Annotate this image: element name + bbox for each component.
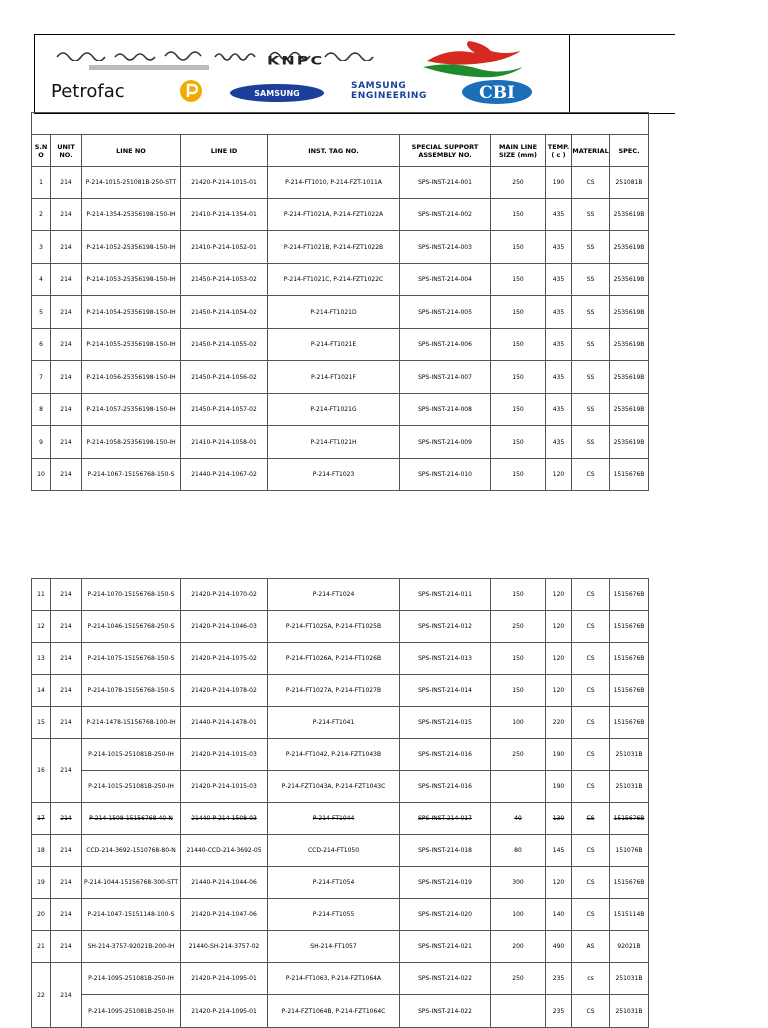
- cell-spec: 1515676B: [610, 643, 649, 675]
- table-row: [32, 329, 649, 361]
- cell-spec: 2535619B: [610, 426, 649, 459]
- cell-material: SS: [572, 329, 610, 361]
- cell-size: 150: [491, 643, 546, 675]
- instrument-table-1: [31, 112, 649, 491]
- cell-support: SPS-INST-214-006: [400, 329, 491, 361]
- cell-unit: 214: [51, 167, 82, 199]
- cell-tag: P-214-FT1024: [268, 579, 400, 611]
- cell-unit: 214: [51, 739, 82, 803]
- cell-temp: 190: [546, 167, 572, 199]
- cell-size: 250: [491, 739, 546, 771]
- cell-line-id: 21420-P-214-1075-02: [181, 643, 268, 675]
- cell-line-id: 21420-P-214-1047-06: [181, 899, 268, 931]
- cell-spec: 251081B: [610, 167, 649, 199]
- cell-tag: P-214-FT1021H: [268, 426, 400, 459]
- cell-line-id: 21410-P-214-1354-01: [181, 199, 268, 231]
- cell-line-no: SH-214-3757-92021B-200-IH: [82, 931, 181, 963]
- cell-unit: 214: [51, 394, 82, 426]
- cell-tag: P-214-FT1021C, P-214-FZT1022C: [268, 264, 400, 296]
- col-header-line-no: LINE NO: [82, 135, 181, 167]
- cell-tag: P-214-FT1055: [268, 899, 400, 931]
- cell-spec: 2535619B: [610, 361, 649, 394]
- cell-line-id: 21420-P-214-1070-02: [181, 579, 268, 611]
- cell-temp: 120: [546, 579, 572, 611]
- table-row: [32, 199, 649, 231]
- cell-tag: P-214-FT1021E: [268, 329, 400, 361]
- cell-temp: 435: [546, 264, 572, 296]
- cell-unit: 214: [51, 931, 82, 963]
- cell-sno: 5: [32, 296, 51, 329]
- cell-spec: 151076B: [610, 835, 649, 867]
- cell-line-no: P-214-1015-251081B-250-IH: [82, 771, 181, 803]
- table-row: [32, 296, 649, 329]
- cell-size: 150: [491, 231, 546, 264]
- cell-spec: 1515676B: [610, 803, 649, 835]
- cell-unit: 214: [51, 963, 82, 1028]
- cell-spec: 1515114B: [610, 899, 649, 931]
- table-row: [32, 579, 649, 611]
- cell-sno: 13: [32, 643, 51, 675]
- cell-line-id: 21450-P-214-1053-02: [181, 264, 268, 296]
- cell-support: SPS-INST-214-005: [400, 296, 491, 329]
- cell-line-id: 21420-P-214-1095-01: [181, 995, 268, 1028]
- cell-material: SS: [572, 361, 610, 394]
- cell-temp: 435: [546, 361, 572, 394]
- cell-sno: 22: [32, 963, 51, 1028]
- cell-line-no: P-214-1478-15156768-100-IH: [82, 707, 181, 739]
- cell-temp: 120: [546, 867, 572, 899]
- cell-spec: 2535619B: [610, 231, 649, 264]
- cell-spec: 2535619B: [610, 199, 649, 231]
- table-row: [32, 931, 649, 963]
- cell-size: 150: [491, 675, 546, 707]
- table-row: [32, 899, 649, 931]
- cell-spec: 2535619B: [610, 329, 649, 361]
- cell-support: SPS-INST-214-009: [400, 426, 491, 459]
- cell-spec: 2535619B: [610, 394, 649, 426]
- cell-temp: 235: [546, 963, 572, 995]
- cell-tag: P-214-FT1054: [268, 867, 400, 899]
- cell-temp: 120: [546, 675, 572, 707]
- cbi-logo-text: CBI: [479, 83, 515, 103]
- table-row: [32, 426, 649, 459]
- cell-tag: P-214-FT1025A, P-214-FT1025B: [268, 611, 400, 643]
- cell-line-id: 21440-CCD-214-3692-05: [181, 835, 268, 867]
- cell-support: SPS-INST-214-010: [400, 459, 491, 491]
- cell-size: 250: [491, 611, 546, 643]
- cell-line-id: 21420-P-214-1015-01: [181, 167, 268, 199]
- cell-line-no: P-214-1354-25356198-150-IH: [82, 199, 181, 231]
- cell-temp: 120: [546, 459, 572, 491]
- cell-support: SPS-INST-214-016: [400, 739, 491, 771]
- cell-sno: 2: [32, 199, 51, 231]
- cell-line-id: 21450-P-214-1055-02: [181, 329, 268, 361]
- cell-spec: 1515676B: [610, 867, 649, 899]
- cell-line-no: P-214-1078-15156768-150-S: [82, 675, 181, 707]
- col-header-line-id: LINE ID: [181, 135, 268, 167]
- cell-size: 200: [491, 931, 546, 963]
- col-header-unit: UNIT NO.: [51, 135, 82, 167]
- col-header-size: MAIN LINE SIZE (mm): [491, 135, 546, 167]
- cell-tag: P-214-FT1063, P-214-FZT1064A: [268, 963, 400, 995]
- cell-sno: 4: [32, 264, 51, 296]
- cell-support: SPS-INST-214-002: [400, 199, 491, 231]
- cell-sno: 6: [32, 329, 51, 361]
- cell-material: CS: [572, 459, 610, 491]
- cell-support: SPS-INST-214-022: [400, 995, 491, 1028]
- cell-size: [491, 995, 546, 1028]
- cell-material: CS: [572, 643, 610, 675]
- cell-temp: 140: [546, 899, 572, 931]
- table-row: [32, 771, 649, 803]
- cell-size: 150: [491, 426, 546, 459]
- cell-spec: 2535619B: [610, 296, 649, 329]
- cell-material: CS: [572, 771, 610, 803]
- cell-temp: 120: [546, 643, 572, 675]
- cell-material: CS: [572, 611, 610, 643]
- cell-line-id: 21440-SH-214-3757-02: [181, 931, 268, 963]
- cell-line-no: P-214-1095-251081B-250-IH: [82, 995, 181, 1028]
- cell-sno: 18: [32, 835, 51, 867]
- cell-tag: P-214-FZT1043A, P-214-FZT1043C: [268, 771, 400, 803]
- cell-support: SPS-INST-214-016: [400, 771, 491, 803]
- cell-tag: P-214-FT1026A, P-214-FT1026B: [268, 643, 400, 675]
- cell-unit: 214: [51, 803, 82, 835]
- cell-line-id: 21450-P-214-1054-02: [181, 296, 268, 329]
- samsung-logo: [229, 83, 325, 103]
- cell-size: 150: [491, 264, 546, 296]
- table-row: [32, 867, 649, 899]
- cell-tag: P-214-FT1044: [268, 803, 400, 835]
- cell-line-id: 21420-P-214-1046-03: [181, 611, 268, 643]
- cell-temp: 190: [546, 739, 572, 771]
- cell-tag: P-214-FT1021A, P-214-FZT1022A: [268, 199, 400, 231]
- cell-unit: 214: [51, 579, 82, 611]
- cell-tag: P-214-FT1010, P-214-FZT-1011A: [268, 167, 400, 199]
- cell-support: SPS-INST-214-021: [400, 931, 491, 963]
- cell-unit: 214: [51, 675, 82, 707]
- knpc-wordmark: KNPC: [267, 53, 325, 68]
- cell-tag: P-214-FT1027A, P-214-FT1027B: [268, 675, 400, 707]
- cell-temp: 190: [546, 771, 572, 803]
- cell-unit: 214: [51, 296, 82, 329]
- cell-unit: 214: [51, 707, 82, 739]
- cell-support: SPS-INST-214-017: [400, 803, 491, 835]
- col-header-support: SPECIAL SUPPORT ASSEMBLY NO.: [400, 135, 491, 167]
- cell-size: 150: [491, 329, 546, 361]
- cell-material: CS: [572, 579, 610, 611]
- cell-size: 40: [491, 803, 546, 835]
- table-header-row: [32, 135, 649, 167]
- cell-line-no: P-214-1075-15156768-150-S: [82, 643, 181, 675]
- cell-support: SPS-INST-214-019: [400, 867, 491, 899]
- cell-line-no: P-214-1067-15156768-150-S: [82, 459, 181, 491]
- cell-size: 80: [491, 835, 546, 867]
- table-row: [32, 611, 649, 643]
- cell-sno: 11: [32, 579, 51, 611]
- cell-size: 100: [491, 707, 546, 739]
- cell-material: CS: [572, 675, 610, 707]
- table-row: [32, 231, 649, 264]
- cell-line-no: P-214-1047-15151148-100-S: [82, 899, 181, 931]
- cell-tag: CCD-214-FT1050: [268, 835, 400, 867]
- table-row: [32, 803, 649, 835]
- cell-unit: 214: [51, 231, 82, 264]
- cell-line-id: 21440-P-214-1067-02: [181, 459, 268, 491]
- cell-material: SS: [572, 296, 610, 329]
- cell-tag: P-214-FT1023: [268, 459, 400, 491]
- table-row: [32, 835, 649, 867]
- cell-spec: 251031B: [610, 995, 649, 1028]
- cell-spec: 1515676B: [610, 459, 649, 491]
- cell-spec: 1515676B: [610, 675, 649, 707]
- cell-line-no: P-214-1057-25356198-150-IH: [82, 394, 181, 426]
- table-spacer-row: [32, 113, 649, 135]
- table-row: [32, 707, 649, 739]
- header-divider: [569, 35, 570, 113]
- cell-line-id: 21420-P-214-1015-03: [181, 739, 268, 771]
- document-header: [34, 34, 675, 114]
- cell-line-no: P-214-1508-15156768-40-N: [82, 803, 181, 835]
- table-row: [32, 361, 649, 394]
- cell-support: SPS-INST-214-004: [400, 264, 491, 296]
- arabic-subtitle: [89, 65, 209, 70]
- cell-line-no: P-214-1056-25356198-150-IH: [82, 361, 181, 394]
- cell-sno: 20: [32, 899, 51, 931]
- cell-line-id: 21440-P-214-1508-03: [181, 803, 268, 835]
- cell-size: 250: [491, 963, 546, 995]
- cell-line-id: 21410-P-214-1058-01: [181, 426, 268, 459]
- samsung-logo-text: SAMSUNG: [254, 89, 300, 98]
- cell-size: 150: [491, 579, 546, 611]
- cell-material: SS: [572, 231, 610, 264]
- cell-unit: 214: [51, 361, 82, 394]
- cell-line-no: P-214-1058-25356198-150-IH: [82, 426, 181, 459]
- col-header-sno: S.N O: [32, 135, 51, 167]
- cbi-logo: [461, 79, 533, 105]
- cell-line-no: P-214-1095-251081B-250-IH: [82, 963, 181, 995]
- cell-temp: 435: [546, 329, 572, 361]
- cell-unit: 214: [51, 199, 82, 231]
- cell-line-no: P-214-1052-25356198-150-IH: [82, 231, 181, 264]
- cell-line-no: P-214-1044-15156768-300-STT: [82, 867, 181, 899]
- table-row: [32, 963, 649, 995]
- cell-unit: 214: [51, 611, 82, 643]
- cell-size: 250: [491, 167, 546, 199]
- cell-spec: 92021B: [610, 931, 649, 963]
- cell-sno: 7: [32, 361, 51, 394]
- cell-line-id: 21420-P-214-1078-02: [181, 675, 268, 707]
- cell-sno: 19: [32, 867, 51, 899]
- cell-unit: 214: [51, 329, 82, 361]
- cell-material: AS: [572, 931, 610, 963]
- cell-line-no: P-214-1015-251081B-250-IH: [82, 739, 181, 771]
- table-row: [32, 394, 649, 426]
- samsung-eng-line2: ENGINEERING: [351, 91, 428, 101]
- petrofac-logo-icon: [179, 79, 203, 103]
- table-row: [32, 643, 649, 675]
- cell-sno: 17: [32, 803, 51, 835]
- instrument-table-2: [31, 578, 649, 1028]
- col-header-tag: INST. TAG NO.: [268, 135, 400, 167]
- cell-material: CS: [572, 167, 610, 199]
- cell-unit: 214: [51, 264, 82, 296]
- cell-material: CS: [572, 867, 610, 899]
- cell-support: SPS-INST-214-013: [400, 643, 491, 675]
- cell-unit: 214: [51, 643, 82, 675]
- cell-temp: 145: [546, 835, 572, 867]
- cell-line-no: P-214-1053-25356198-150-IH: [82, 264, 181, 296]
- cell-sno: 3: [32, 231, 51, 264]
- cell-line-no: P-214-1046-15156768-250-S: [82, 611, 181, 643]
- cell-size: [491, 771, 546, 803]
- cell-temp: 120: [546, 611, 572, 643]
- cell-unit: 214: [51, 459, 82, 491]
- cell-material: SS: [572, 394, 610, 426]
- cell-temp: 130: [546, 803, 572, 835]
- cell-support: SPS-INST-214-020: [400, 899, 491, 931]
- cell-material: SS: [572, 426, 610, 459]
- cell-sno: 15: [32, 707, 51, 739]
- cell-sno: 8: [32, 394, 51, 426]
- cell-material: CS: [572, 739, 610, 771]
- col-header-material: MATERIAL: [572, 135, 610, 167]
- cell-tag: P-214-FT1021D: [268, 296, 400, 329]
- knpc-logo-icon: [417, 39, 527, 79]
- cell-temp: 435: [546, 426, 572, 459]
- col-header-spec: SPEC.: [610, 135, 649, 167]
- cell-tag: P-214-FZT1064B, P-214-FZT1064C: [268, 995, 400, 1028]
- cell-line-id: 21440-P-214-1478-01: [181, 707, 268, 739]
- cell-spec: 251031B: [610, 963, 649, 995]
- table-row: [32, 995, 649, 1028]
- cell-temp: 435: [546, 394, 572, 426]
- cell-support: SPS-INST-214-011: [400, 579, 491, 611]
- cell-tag: P-214-FT1021B, P-214-FZT1022B: [268, 231, 400, 264]
- cell-tag: P-214-FT1021G: [268, 394, 400, 426]
- cell-sno: 9: [32, 426, 51, 459]
- cell-material: cs: [572, 963, 610, 995]
- cell-sno: 21: [32, 931, 51, 963]
- cell-tag: P-214-FT1041: [268, 707, 400, 739]
- cell-support: SPS-INST-214-001: [400, 167, 491, 199]
- samsung-engineering-logo: [351, 81, 427, 101]
- cell-line-id: 21420-P-214-1095-01: [181, 963, 268, 995]
- arabic-title-script: [55, 47, 435, 61]
- cell-support: SPS-INST-214-012: [400, 611, 491, 643]
- cell-line-no: P-214-1055-25356198-150-IH: [82, 329, 181, 361]
- cell-size: 100: [491, 899, 546, 931]
- cell-temp: 435: [546, 231, 572, 264]
- cell-spec: 251031B: [610, 739, 649, 771]
- cell-support: SPS-INST-214-008: [400, 394, 491, 426]
- cell-temp: 435: [546, 199, 572, 231]
- samsung-eng-line1: SAMSUNG: [351, 81, 407, 91]
- cell-size: 150: [491, 459, 546, 491]
- cell-material: CS: [572, 803, 610, 835]
- cell-tag: P-214-FT1021F: [268, 361, 400, 394]
- cell-material: CS: [572, 899, 610, 931]
- cell-line-id: 21420-P-214-1015-03: [181, 771, 268, 803]
- cell-material: SS: [572, 264, 610, 296]
- cell-sno: 1: [32, 167, 51, 199]
- cell-line-id: 21440-P-214-1044-06: [181, 867, 268, 899]
- cell-sno: 10: [32, 459, 51, 491]
- cell-line-no: CCD-214-3692-1510768-80-N: [82, 835, 181, 867]
- cell-support: SPS-INST-214-015: [400, 707, 491, 739]
- cell-spec: 2535619B: [610, 264, 649, 296]
- cell-material: SS: [572, 199, 610, 231]
- cell-spec: 1515676B: [610, 611, 649, 643]
- cell-support: SPS-INST-214-018: [400, 835, 491, 867]
- cell-line-id: 21410-P-214-1052-01: [181, 231, 268, 264]
- cell-line-id: 21450-P-214-1056-02: [181, 361, 268, 394]
- table-row: [32, 167, 649, 199]
- cell-line-no: P-214-1054-25356198-150-IH: [82, 296, 181, 329]
- cell-spec: 1515676B: [610, 707, 649, 739]
- cell-line-id: 21450-P-214-1057-02: [181, 394, 268, 426]
- cell-support: SPS-INST-214-022: [400, 963, 491, 995]
- cell-tag: P-214-FT1042, P-214-FZT1043B: [268, 739, 400, 771]
- cell-spec: 1515676B: [610, 579, 649, 611]
- cell-size: 300: [491, 867, 546, 899]
- cell-line-no: P-214-1015-251081B-250-STT: [82, 167, 181, 199]
- cell-material: CS: [572, 995, 610, 1028]
- cell-tag: SH-214-FT1057: [268, 931, 400, 963]
- col-header-temp: TEMP. ( c ): [546, 135, 572, 167]
- cell-sno: 14: [32, 675, 51, 707]
- cell-support: SPS-INST-214-007: [400, 361, 491, 394]
- cell-size: 150: [491, 296, 546, 329]
- cell-temp: 435: [546, 296, 572, 329]
- cell-support: SPS-INST-214-003: [400, 231, 491, 264]
- cell-unit: 214: [51, 835, 82, 867]
- table-row: [32, 675, 649, 707]
- cell-size: 150: [491, 394, 546, 426]
- cell-support: SPS-INST-214-014: [400, 675, 491, 707]
- cell-unit: 214: [51, 426, 82, 459]
- cell-material: CS: [572, 707, 610, 739]
- cell-sno: 16: [32, 739, 51, 803]
- cell-temp: 220: [546, 707, 572, 739]
- cell-temp: 235: [546, 995, 572, 1028]
- cell-size: 150: [491, 361, 546, 394]
- table-row: [32, 739, 649, 771]
- cell-sno: 12: [32, 611, 51, 643]
- cell-size: 150: [491, 199, 546, 231]
- cell-unit: 214: [51, 899, 82, 931]
- table-row: [32, 459, 649, 491]
- cell-line-no: P-214-1070-15156768-150-S: [82, 579, 181, 611]
- cell-material: CS: [572, 835, 610, 867]
- table-row: [32, 264, 649, 296]
- cell-spec: 251031B: [610, 771, 649, 803]
- cell-temp: 490: [546, 931, 572, 963]
- petrofac-logo-text: Petrofac: [51, 81, 125, 102]
- cell-unit: 214: [51, 867, 82, 899]
